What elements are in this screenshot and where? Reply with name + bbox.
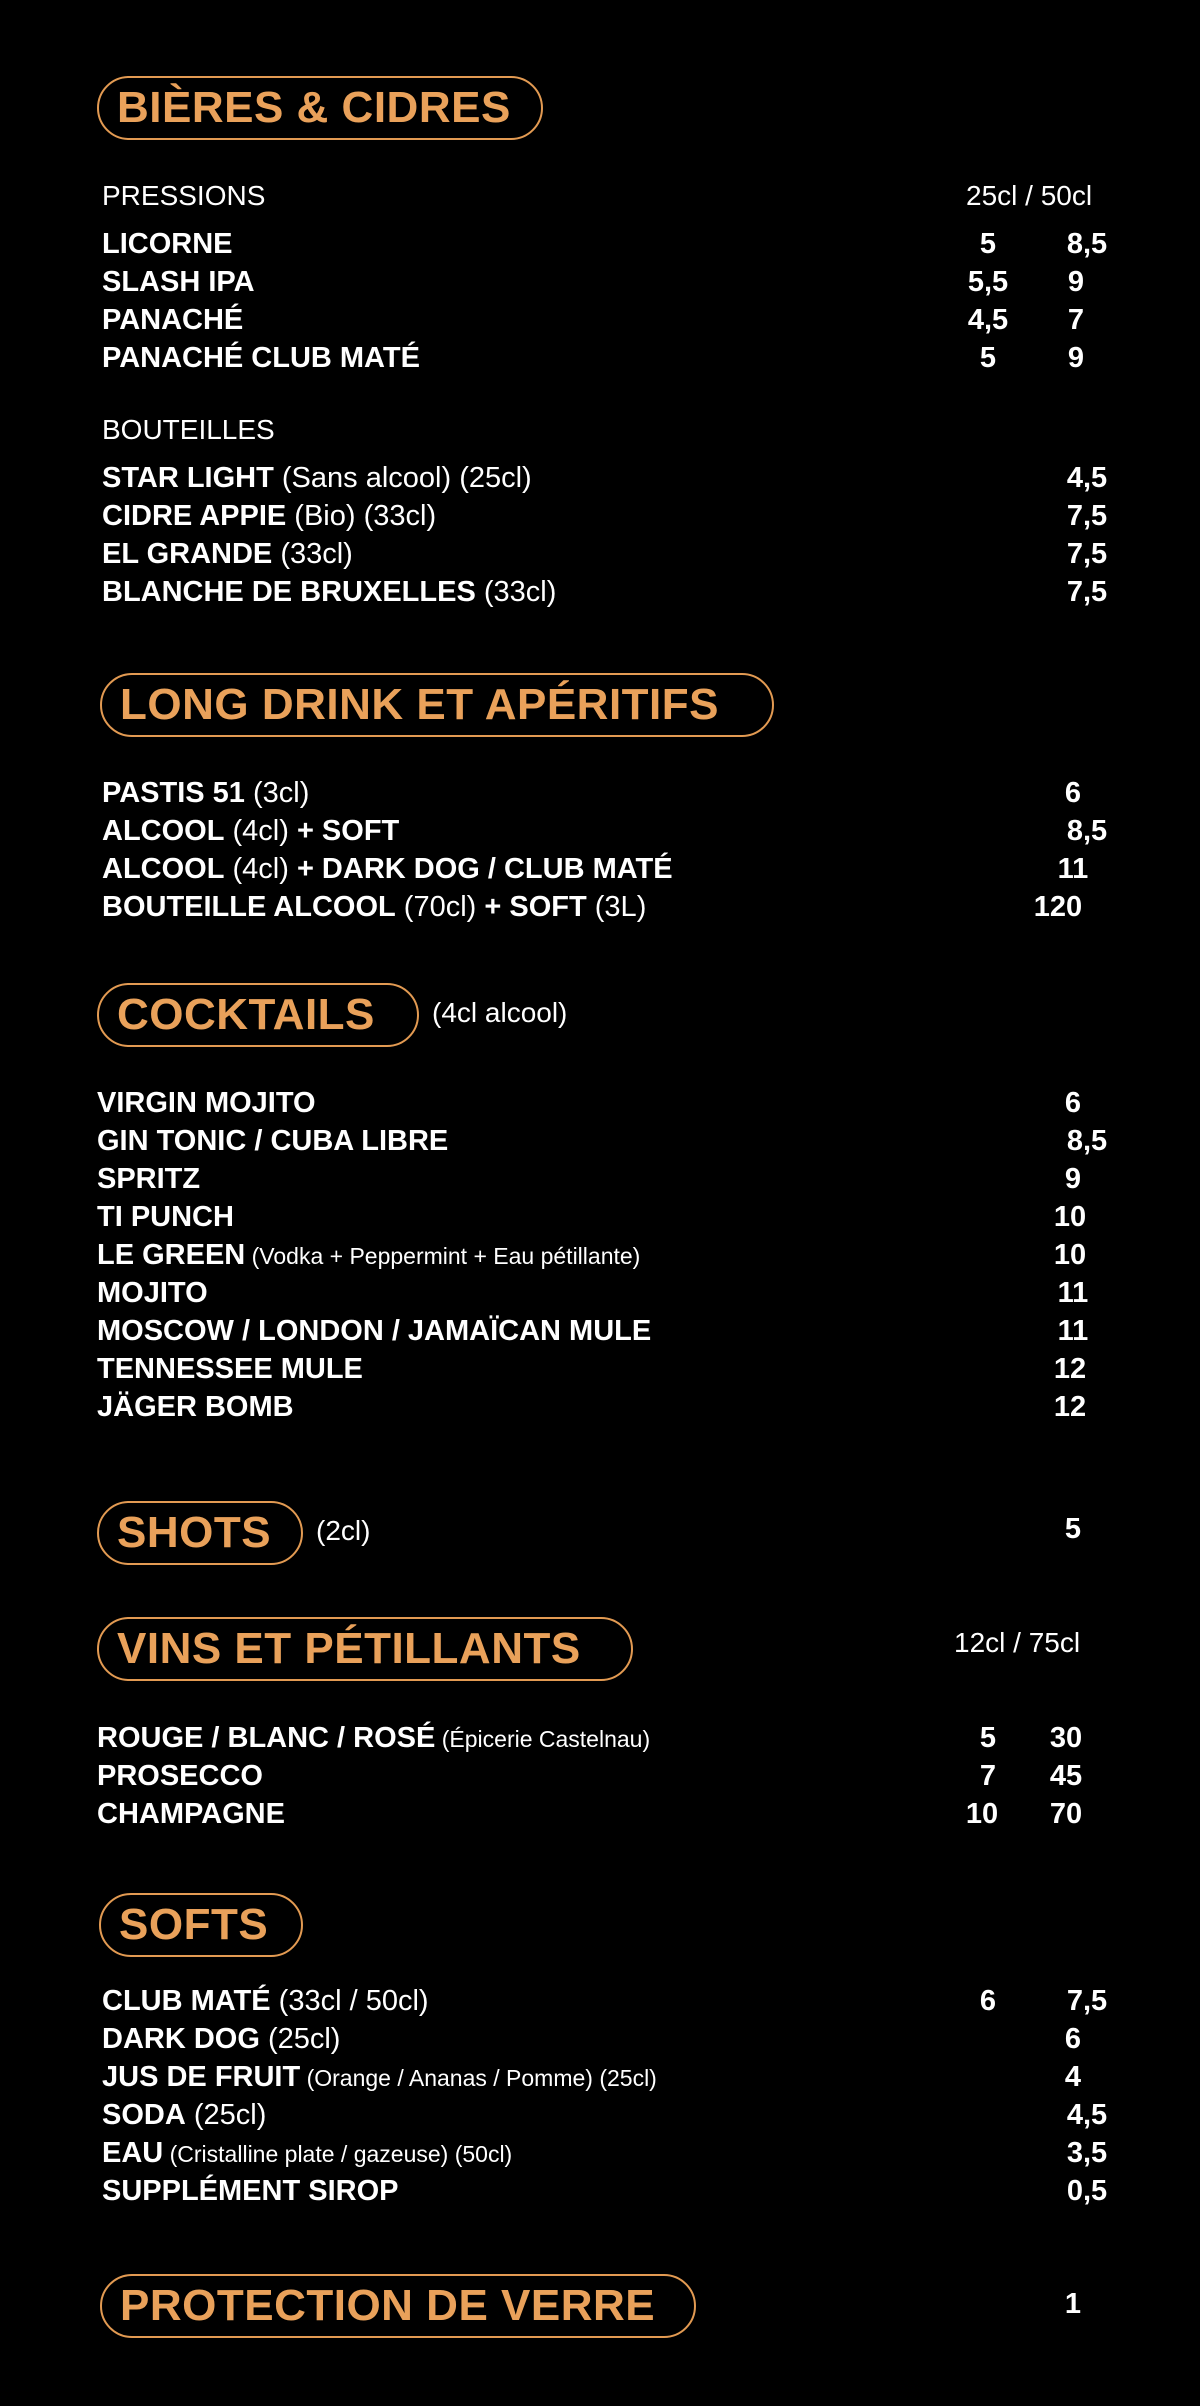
item-price: 11 xyxy=(1057,853,1089,885)
protection-price-row xyxy=(0,2288,1200,2326)
item-name: ALCOOL xyxy=(102,853,225,885)
item-extra: + DARK DOG / CLUB MATÉ xyxy=(296,853,673,885)
item-name: STAR LIGHT xyxy=(102,462,274,494)
item-desc: (33cl) xyxy=(272,538,353,570)
item-name: SPRITZ xyxy=(97,1163,201,1195)
price-25cl: 5 xyxy=(979,228,997,260)
item-price: 11 xyxy=(1057,1277,1089,1309)
section-title-shots: SHOTS xyxy=(97,1501,303,1565)
menu-item xyxy=(0,2175,1200,2213)
item-name: VIRGIN MOJITO xyxy=(97,1087,316,1119)
price-33cl: 6 xyxy=(979,1985,997,2017)
menu-item xyxy=(0,1353,1200,1391)
cocktails-note: (4cl alcool) xyxy=(432,997,568,1028)
menu-item xyxy=(0,1239,1200,1277)
price-12cl: 7 xyxy=(979,1760,997,1792)
section-title-cocktails: COCKTAILS xyxy=(97,983,419,1047)
menu-item xyxy=(0,2061,1200,2099)
menu-item xyxy=(0,891,1200,929)
item-price: 4,5 xyxy=(1066,2099,1108,2131)
item-desc: (4cl) xyxy=(224,853,297,885)
price-75cl: 70 xyxy=(1049,1798,1083,1830)
item-desc: (3L) xyxy=(586,891,647,923)
item-name: PROSECCO xyxy=(97,1760,263,1792)
item-desc: (Vodka + Peppermint + Eau pétillante) xyxy=(245,1243,641,1269)
vins-sizes: 12cl / 75cl xyxy=(954,1627,1081,1658)
item-desc: (70cl) xyxy=(395,891,485,923)
item-price: 3,5 xyxy=(1066,2137,1108,2169)
item-price: 5 xyxy=(1064,1513,1082,1545)
item-desc: (25cl) xyxy=(185,2099,267,2131)
pressions-sizes: 25cl / 50cl xyxy=(966,180,1093,211)
item-name: SLASH IPA xyxy=(102,266,255,298)
item-desc-small: (Cristalline plate / gazeuse) (50cl) xyxy=(163,2141,513,2167)
price-25cl: 5 xyxy=(979,342,997,374)
item-price: 6 xyxy=(1064,2023,1082,2055)
menu-item xyxy=(0,815,1200,853)
menu-item xyxy=(0,500,1200,538)
item-desc: (33cl) xyxy=(475,576,557,608)
section-title-softs: SOFTS xyxy=(99,1893,303,1957)
item-name: SUPPLÉMENT SIROP xyxy=(102,2175,399,2207)
item-name: CIDRE APPIE xyxy=(102,500,287,532)
price-25cl: 4,5 xyxy=(967,304,1009,336)
menu-item xyxy=(0,853,1200,891)
item-name: CLUB MATÉ xyxy=(102,1985,271,2017)
menu-item xyxy=(0,1798,1200,1836)
item-price: 7,5 xyxy=(1066,1985,1108,2017)
item-name: GIN TONIC / CUBA LIBRE xyxy=(97,1125,449,1157)
item-price: 4,5 xyxy=(1066,462,1108,494)
item-name: LICORNE xyxy=(102,228,233,260)
item-name: ALCOOL xyxy=(102,815,225,847)
section-title-bieres: BIÈRES & CIDRES xyxy=(97,76,543,140)
item-name: TENNESSEE MULE xyxy=(97,1353,363,1385)
menu-item xyxy=(0,576,1200,614)
section-title-vins: VINS ET PÉTILLANTS xyxy=(97,1617,633,1681)
item-name: PANACHÉ xyxy=(102,304,244,336)
item-name: BLANCHE DE BRUXELLES xyxy=(102,576,476,608)
pressions-label: PRESSIONS xyxy=(102,180,266,211)
price-50cl: 9 xyxy=(1067,342,1085,374)
item-name: SODA xyxy=(102,2099,186,2131)
price-12cl: 10 xyxy=(965,1798,999,1830)
price-75cl: 45 xyxy=(1049,1760,1083,1792)
shots-price-row xyxy=(0,1513,1200,1551)
item-price: 120 xyxy=(1033,891,1083,923)
item-extra: + SOFT xyxy=(296,815,400,847)
item-name: JÄGER BOMB xyxy=(97,1391,294,1423)
item-desc: (3cl) xyxy=(244,777,310,809)
menu-item xyxy=(0,1163,1200,1201)
menu-item xyxy=(0,462,1200,500)
item-price: 10 xyxy=(1053,1201,1087,1233)
item-name: LE GREEN xyxy=(97,1239,246,1271)
item-desc: (Bio) (33cl) xyxy=(286,500,437,532)
item-name: CHAMPAGNE xyxy=(97,1798,285,1830)
section-title-protection: PROTECTION DE VERRE xyxy=(100,2274,696,2338)
section-title-long-drink: LONG DRINK ET APÉRITIFS xyxy=(100,673,774,737)
item-name: DARK DOG xyxy=(102,2023,260,2055)
bouteilles-label: BOUTEILLES xyxy=(102,414,275,445)
item-name: TI PUNCH xyxy=(97,1201,234,1233)
menu-item xyxy=(0,1201,1200,1239)
item-price: 4 xyxy=(1064,2061,1082,2093)
menu-item xyxy=(0,1391,1200,1429)
item-price: 12 xyxy=(1053,1391,1087,1423)
item-name: PASTIS 51 xyxy=(102,777,245,809)
item-name: BOUTEILLE ALCOOL xyxy=(102,891,396,923)
menu-item xyxy=(0,266,1200,304)
price-25cl: 5,5 xyxy=(967,266,1009,298)
item-desc: (4cl) xyxy=(224,815,297,847)
price-50cl: 7 xyxy=(1067,304,1085,336)
item-name: EL GRANDE xyxy=(102,538,273,570)
menu-item xyxy=(0,304,1200,342)
menu-item xyxy=(0,1277,1200,1315)
item-desc: (Épicerie Castelnau) xyxy=(435,1726,651,1752)
menu-item xyxy=(0,2137,1200,2175)
item-price: 6 xyxy=(1064,1087,1082,1119)
item-price: 9 xyxy=(1064,1163,1082,1195)
item-price: 0,5 xyxy=(1066,2175,1108,2207)
menu-item xyxy=(0,777,1200,815)
item-price: 7,5 xyxy=(1066,500,1108,532)
item-desc: (33cl / 50cl) xyxy=(270,1985,429,2017)
item-name: PANACHÉ CLUB MATÉ xyxy=(102,342,420,374)
item-price: 7,5 xyxy=(1066,576,1108,608)
price-50cl: 9 xyxy=(1067,266,1085,298)
item-name: MOJITO xyxy=(97,1277,208,1309)
price-75cl: 30 xyxy=(1049,1722,1083,1754)
menu-item xyxy=(0,2099,1200,2137)
menu-item xyxy=(0,1087,1200,1125)
item-price: 6 xyxy=(1064,777,1082,809)
menu-item xyxy=(0,1760,1200,1798)
menu-item xyxy=(0,342,1200,380)
menu-item xyxy=(0,1125,1200,1163)
item-price: 8,5 xyxy=(1066,1125,1108,1157)
item-name: JUS DE FRUIT xyxy=(102,2061,301,2093)
item-name: ROUGE / BLANC / ROSÉ xyxy=(97,1722,436,1754)
item-price: 1 xyxy=(1064,2288,1082,2320)
item-price: 8,5 xyxy=(1066,815,1108,847)
menu-item xyxy=(0,538,1200,576)
item-name: EAU xyxy=(102,2137,164,2169)
menu-item xyxy=(0,1722,1200,1760)
price-12cl: 5 xyxy=(979,1722,997,1754)
item-price: 7,5 xyxy=(1066,538,1108,570)
item-extra: + SOFT xyxy=(484,891,587,923)
item-price: 12 xyxy=(1053,1353,1087,1385)
item-price: 10 xyxy=(1053,1239,1087,1271)
menu-item xyxy=(0,2023,1200,2061)
item-desc: (Sans alcool) (25cl) xyxy=(273,462,532,494)
menu-item xyxy=(0,1315,1200,1353)
menu-item xyxy=(0,228,1200,266)
shots-note: (2cl) xyxy=(316,1515,371,1546)
item-desc-small: (Orange / Ananas / Pomme) (25cl) xyxy=(300,2065,657,2091)
menu-item xyxy=(0,1985,1200,2023)
price-50cl: 8,5 xyxy=(1066,228,1108,260)
item-desc: (25cl) xyxy=(259,2023,341,2055)
item-price: 11 xyxy=(1057,1315,1089,1347)
item-name: MOSCOW / LONDON / JAMAÏCAN MULE xyxy=(97,1315,652,1347)
